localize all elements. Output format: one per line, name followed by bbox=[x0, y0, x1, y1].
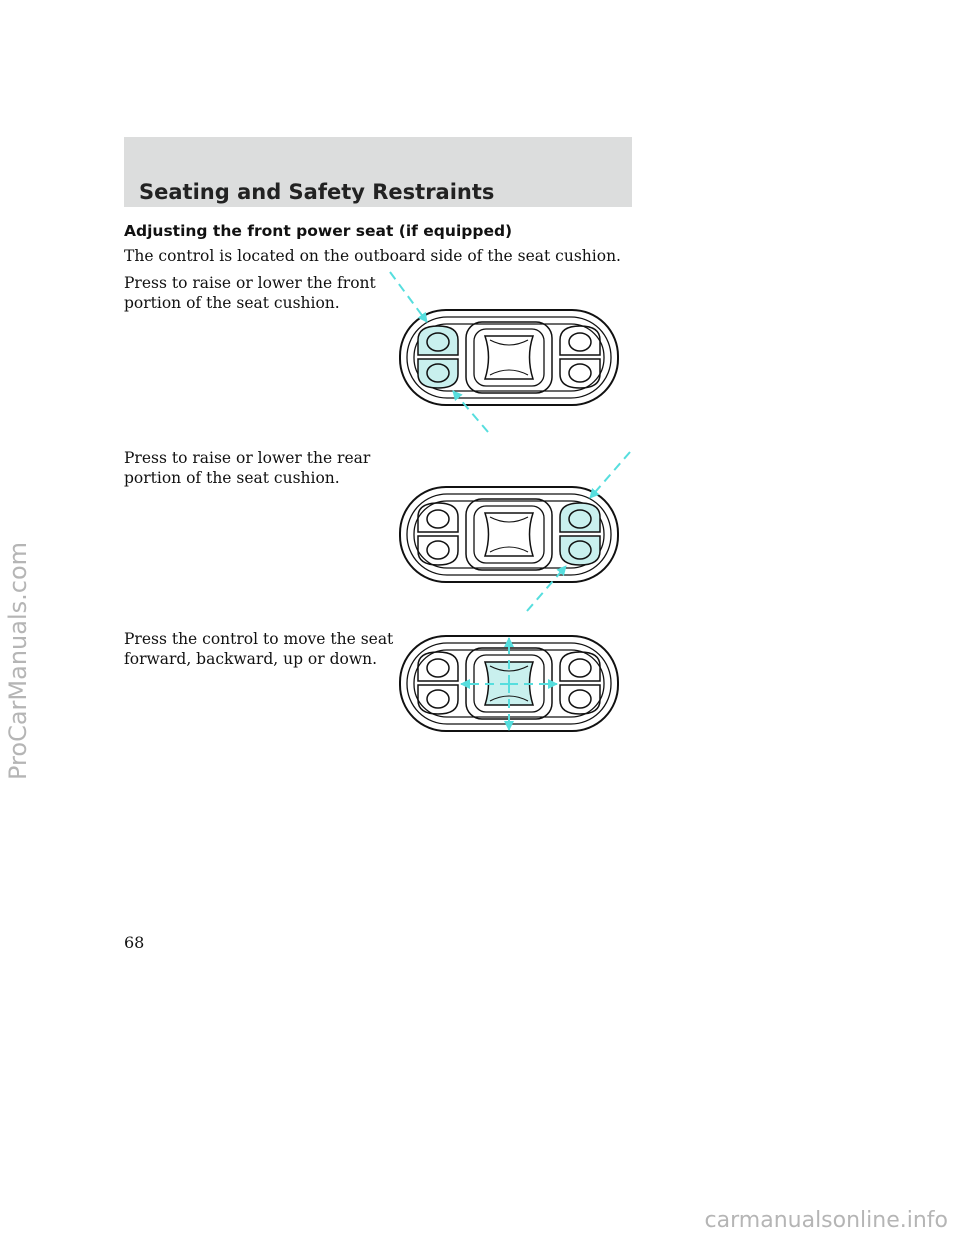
sub-heading: Adjusting the front power seat (if equipped) bbox=[124, 222, 513, 240]
seat-control-figure-front bbox=[390, 272, 618, 432]
seat-control-figure-four-way bbox=[400, 636, 618, 731]
front-tilt-switch-highlighted bbox=[418, 326, 458, 388]
seat-control-figure-rear bbox=[400, 452, 630, 611]
center-four-way-switch bbox=[466, 322, 552, 393]
rear-tilt-switch bbox=[560, 652, 600, 714]
intro-paragraph: The control is located on the outboard side of the seat cushion. bbox=[124, 247, 621, 265]
instruction-line: forward, backward, up or down. bbox=[124, 650, 378, 668]
instruction-line: portion of the seat cushion. bbox=[124, 469, 340, 487]
rear-tilt-switch-highlighted bbox=[560, 503, 600, 565]
instruction-line: Press to raise or lower the front bbox=[124, 274, 376, 292]
section-title: Seating and Safety Restraints bbox=[139, 180, 495, 204]
instruction-line: portion of the seat cushion. bbox=[124, 294, 340, 312]
rear-tilt-switch bbox=[560, 326, 600, 388]
arrow-icon bbox=[453, 391, 488, 432]
instruction-line: Press to raise or lower the rear bbox=[124, 449, 371, 467]
page-number: 68 bbox=[124, 933, 145, 952]
front-tilt-switch bbox=[418, 503, 458, 565]
front-tilt-switch bbox=[418, 652, 458, 714]
arrow-icon bbox=[590, 452, 630, 498]
bottom-watermark: carmanualsonline.info bbox=[704, 1208, 948, 1233]
arrow-icon bbox=[527, 566, 566, 611]
center-four-way-switch bbox=[466, 499, 552, 570]
arrow-icon bbox=[390, 272, 427, 322]
instruction-line: Press the control to move the seat bbox=[124, 630, 394, 648]
side-watermark: ProCarManuals.com bbox=[4, 541, 32, 780]
